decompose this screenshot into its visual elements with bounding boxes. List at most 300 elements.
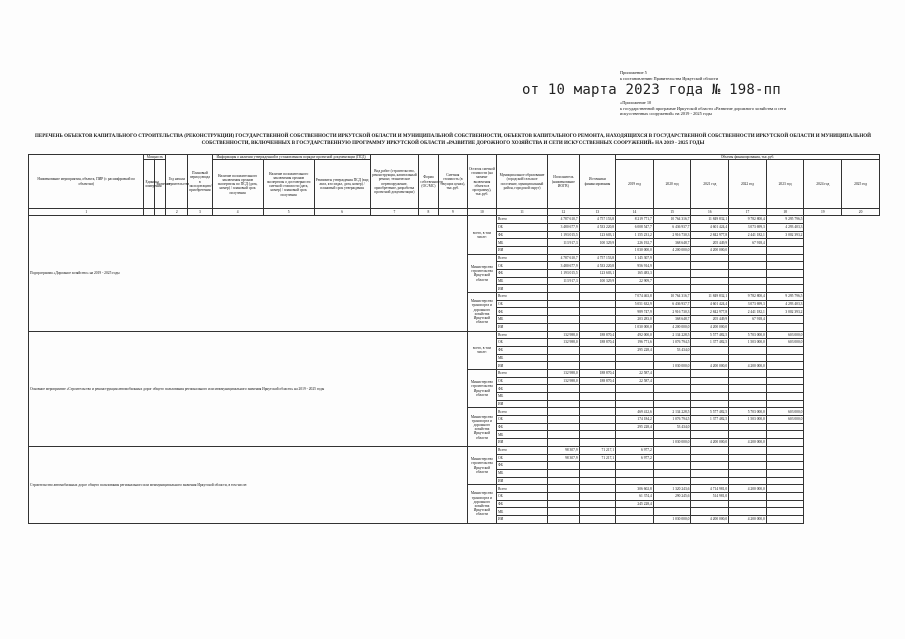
amount-cell — [729, 393, 767, 401]
amount-cell — [691, 270, 729, 278]
amount-cell: 2 134 228,5 — [653, 331, 691, 339]
amount-cell — [691, 285, 729, 293]
amount-cell — [766, 508, 804, 516]
column-number-row — [29, 209, 880, 216]
amount-cell: 132 988,0 — [548, 339, 580, 347]
amount-cell: 1 377 482,5 — [691, 416, 729, 424]
appendix-line: к государственной программе Иркутской области «Развитие дорожного хозяйства и сети — [620, 105, 787, 111]
source-cell: ОБ — [497, 262, 548, 270]
amount-cell — [766, 500, 804, 508]
resolution-date: от 10 марта 2023 года № 198-пп — [522, 82, 781, 98]
table-body — [29, 216, 880, 524]
amount-cell — [579, 385, 615, 393]
col-approval-details: Реквизиты утверждения ПСД (вид акта, кто издал, дата, номер) / плановый срок утверждения — [314, 160, 370, 209]
amount-cell: 603 000,0 — [766, 331, 804, 339]
amount-cell: 4 787 610,7 — [548, 254, 580, 262]
source-cell: ИИ — [497, 477, 548, 485]
amount-cell — [653, 285, 691, 293]
amount-cell — [691, 446, 729, 454]
amount-cell: 6 977,2 — [616, 446, 654, 454]
amount-cell: 53 434,0 — [653, 423, 691, 431]
amount-cell: 4 200 000,0 — [729, 439, 767, 447]
amount-cell — [691, 385, 729, 393]
column-number: 3 — [188, 209, 212, 216]
column-number: 7 — [370, 209, 419, 216]
executor-cell: Министерство строительства Иркутской области — [467, 369, 496, 407]
amount-cell — [766, 462, 804, 470]
amount-cell: 1 503 000,0 — [729, 416, 767, 424]
table-row — [29, 331, 880, 339]
amount-cell — [729, 469, 767, 477]
amount-cell — [579, 492, 615, 500]
source-cell: МБ — [497, 469, 548, 477]
source-cell: Всего — [497, 408, 548, 416]
column-number: 1 — [29, 209, 144, 216]
column-number: 13 — [579, 209, 615, 216]
amount-cell — [653, 431, 691, 439]
amount-cell: 5 577 482,5 — [691, 331, 729, 339]
appendix-line: Приложение 5 — [620, 70, 647, 75]
amount-cell — [766, 393, 804, 401]
amount-cell — [653, 262, 691, 270]
col-year-2023: 2023 год — [766, 160, 804, 209]
amount-cell — [548, 346, 580, 354]
amount-cell — [579, 500, 615, 508]
table-wrapper — [28, 154, 880, 574]
source-cell: Всего — [497, 485, 548, 493]
amount-cell: 9 782 800,4 — [729, 216, 767, 224]
col-capacity: Мощность — [144, 155, 166, 160]
amount-cell: 98 307,9 — [548, 446, 580, 454]
col-year-2022: 2022 год — [729, 160, 767, 209]
column-number: 20 — [842, 209, 880, 216]
amount-cell — [579, 293, 615, 301]
column-number — [144, 209, 155, 216]
amount-cell — [766, 277, 804, 285]
source-cell: МБ — [497, 316, 548, 324]
amount-cell: 4 601 424,4 — [691, 223, 729, 231]
amount-cell: 4 757 153,8 — [579, 254, 615, 262]
section-name: Подпрограмма «Дорожное хозяйство» на 2019 - 2025 годы — [29, 216, 468, 331]
amount-cell: 22 909,7 — [616, 277, 654, 285]
amount-cell: 196 771,6 — [616, 339, 654, 347]
amount-cell: 123 603,1 — [579, 231, 615, 239]
amount-cell: 2 916 730,3 — [653, 231, 691, 239]
col-ownership: Форма собственности (ОС/МС) — [419, 155, 438, 209]
source-cell: МБ — [497, 239, 548, 247]
amount-cell: 3 073 699,3 — [729, 223, 767, 231]
executor-cell: Министерство транспорта и дорожного хозяйства Иркутской области — [467, 485, 496, 523]
amount-cell — [548, 500, 580, 508]
amount-cell: 3 480 677,9 — [548, 262, 580, 270]
source-cell: ИИ — [497, 285, 548, 293]
source-cell: ИИ — [497, 362, 548, 370]
amount-cell: 245 228,4 — [616, 500, 654, 508]
source-cell: МБ — [497, 354, 548, 362]
amount-cell — [691, 469, 729, 477]
column-number: 12 — [548, 209, 580, 216]
amount-cell — [691, 346, 729, 354]
col-year-2019: 2019 год — [616, 160, 654, 209]
amount-cell — [729, 377, 767, 385]
amount-cell — [691, 277, 729, 285]
amount-cell: 71 217,1 — [579, 454, 615, 462]
amount-cell: 67 918,4 — [729, 239, 767, 247]
amount-cell — [548, 431, 580, 439]
amount-cell — [766, 239, 804, 247]
amount-cell: 188 870,4 — [579, 331, 615, 339]
amount-cell: 3 002 393,2 — [766, 231, 804, 239]
amount-cell — [579, 477, 615, 485]
amount-cell: 203 283,0 — [616, 316, 654, 324]
amount-cell — [766, 369, 804, 377]
amount-cell — [548, 408, 580, 416]
amount-cell — [729, 423, 767, 431]
amount-cell — [616, 462, 654, 470]
col-work-type: Вид работ (строительство, реконструкция, капитальный ремонт, техническое перевооружение, приобретение, разработка проектной документации) — [370, 155, 419, 209]
amount-cell — [616, 285, 654, 293]
source-cell: Всего — [497, 446, 548, 454]
amount-cell: 5 051 632,9 — [616, 300, 654, 308]
column-number: 19 — [804, 209, 842, 216]
amount-cell — [616, 508, 654, 516]
amount-cell: 8 219 771,7 — [616, 216, 654, 224]
table-row — [29, 216, 880, 224]
source-cell: ОБ — [497, 223, 548, 231]
amount-cell — [548, 362, 580, 370]
amount-cell — [729, 254, 767, 262]
amount-cell — [729, 385, 767, 393]
amount-cell — [729, 492, 767, 500]
amount-cell — [548, 308, 580, 316]
source-cell: ИИ — [497, 516, 548, 524]
amount-cell — [579, 439, 615, 447]
amount-cell — [653, 469, 691, 477]
amount-cell — [766, 385, 804, 393]
amount-cell: 295 228,4 — [616, 423, 654, 431]
amount-cell: 5 703 000,0 — [729, 331, 767, 339]
amount-cell: 1 030 000,0 — [616, 246, 654, 254]
amount-cell: 4 200 000,0 — [691, 516, 729, 524]
amount-cell — [766, 454, 804, 462]
executor-cell: Министерство строительства Иркутской области — [467, 446, 496, 484]
appendix-line: к постановлению Правительства Иркутской области — [620, 75, 719, 81]
source-cell: ОБ — [497, 416, 548, 424]
amount-cell: 4 757 153,8 — [579, 216, 615, 224]
column-number — [155, 209, 166, 216]
amount-cell — [766, 262, 804, 270]
amount-cell — [766, 246, 804, 254]
amount-cell — [653, 446, 691, 454]
amount-cell — [548, 400, 580, 408]
amount-cell — [729, 323, 767, 331]
amount-cell: 1 503 000,0 — [729, 339, 767, 347]
source-cell: ИИ — [497, 400, 548, 408]
amount-cell — [729, 400, 767, 408]
amount-cell: 2 441 182,1 — [729, 231, 767, 239]
amount-cell — [729, 270, 767, 278]
amount-cell — [653, 385, 691, 393]
col-year-2021: 2021 год — [691, 160, 729, 209]
amount-cell — [729, 277, 767, 285]
amount-cell — [766, 316, 804, 324]
amount-cell — [616, 469, 654, 477]
amount-cell — [548, 285, 580, 293]
amount-cell — [729, 285, 767, 293]
amount-cell — [579, 308, 615, 316]
source-cell: МБ — [497, 431, 548, 439]
source-cell: ФБ — [497, 270, 548, 278]
amount-cell — [653, 400, 691, 408]
column-number: 14 — [616, 209, 654, 216]
amount-cell — [579, 423, 615, 431]
amount-cell — [653, 254, 691, 262]
amount-cell — [616, 400, 654, 408]
source-cell: Всего — [497, 369, 548, 377]
amount-cell: 226 192,7 — [616, 239, 654, 247]
col-value: Значение — [155, 160, 166, 209]
column-number: 11 — [497, 209, 548, 216]
amount-cell: 205 449,9 — [691, 239, 729, 247]
amount-cell — [616, 439, 654, 447]
amount-cell: 1 076 794,5 — [653, 416, 691, 424]
amount-cell: 4 200 000,0 — [691, 323, 729, 331]
amount-cell — [548, 516, 580, 524]
amount-cell — [729, 500, 767, 508]
amount-cell — [729, 354, 767, 362]
amount-cell — [616, 362, 654, 370]
amount-cell: 492 000,0 — [616, 331, 654, 339]
executor-cell: Министерство строительства Иркутской области — [467, 254, 496, 292]
amount-cell — [548, 508, 580, 516]
amount-cell — [691, 423, 729, 431]
col-remaining-cost: Остаток сметной стоимости (на момент включения объекта в программу), тыс.руб. — [467, 155, 496, 209]
amount-cell — [548, 469, 580, 477]
amount-cell: 9 295 796,5 — [766, 216, 804, 224]
amount-cell: 61 374,4 — [616, 492, 654, 500]
amount-cell: 113 917,3 — [548, 239, 580, 247]
amount-cell — [691, 400, 729, 408]
amount-cell: 514 981,0 — [691, 492, 729, 500]
source-cell: ОБ — [497, 377, 548, 385]
amount-cell — [548, 485, 580, 493]
column-number: 5 — [263, 209, 314, 216]
amount-cell — [729, 246, 767, 254]
amount-cell: 4 787 610,7 — [548, 216, 580, 224]
source-cell: ФБ — [497, 500, 548, 508]
amount-cell: 4 200 000,0 — [691, 362, 729, 370]
amount-cell — [579, 246, 615, 254]
amount-cell: 295 228,4 — [616, 346, 654, 354]
amount-cell — [579, 400, 615, 408]
amount-cell: 4 200 000,0 — [691, 246, 729, 254]
amount-cell — [691, 254, 729, 262]
amount-cell: 1 145 307,9 — [616, 254, 654, 262]
amount-cell: 603 000,0 — [766, 408, 804, 416]
amount-cell: 22 587,4 — [616, 377, 654, 385]
source-cell: ОБ — [497, 492, 548, 500]
amount-cell: 603 000,0 — [766, 416, 804, 424]
amount-cell: 1 030 000,0 — [653, 439, 691, 447]
amount-cell: 3 002 393,2 — [766, 308, 804, 316]
amount-cell — [579, 346, 615, 354]
amount-cell — [579, 416, 615, 424]
source-cell: ФБ — [497, 385, 548, 393]
amount-cell — [653, 462, 691, 470]
amount-cell — [616, 354, 654, 362]
amount-cell — [548, 492, 580, 500]
source-cell: Всего — [497, 331, 548, 339]
amount-cell: 132 988,0 — [548, 377, 580, 385]
amount-cell: 290 245,6 — [653, 492, 691, 500]
col-name: Наименование мероприятия, объекта, ПИР (с расшифровкой по объектам) — [29, 155, 144, 209]
amount-cell: 100 329,9 — [579, 277, 615, 285]
executor-cell: Министерство транспорта и дорожного хозяйства Иркутской области — [467, 408, 496, 446]
amount-cell: 306 602,8 — [616, 485, 654, 493]
amount-cell — [548, 385, 580, 393]
section-name: Строительство автомобильных дорог общего пользования регионального или межмуниципального значения Иркутской области, в том числе: — [29, 446, 468, 523]
amount-cell — [766, 346, 804, 354]
amount-cell — [653, 500, 691, 508]
source-cell: ФБ — [497, 346, 548, 354]
amount-cell — [548, 439, 580, 447]
source-cell: МБ — [497, 277, 548, 285]
amount-cell — [548, 316, 580, 324]
col-approved-docs: Информация о наличии утвержденной в установленном порядке проектной документации (ПСД) — [212, 155, 370, 160]
amount-cell — [548, 393, 580, 401]
amount-cell — [766, 492, 804, 500]
amount-cell — [766, 270, 804, 278]
col-year-2025: 2025 год — [842, 160, 880, 209]
amount-cell — [766, 285, 804, 293]
amount-cell: 603 000,0 — [766, 339, 804, 347]
column-number: 10 — [467, 209, 496, 216]
amount-cell — [766, 362, 804, 370]
amount-cell: 956 914,9 — [616, 262, 654, 270]
amount-cell — [653, 477, 691, 485]
amount-cell — [579, 354, 615, 362]
amount-cell: 2 916 730,3 — [653, 308, 691, 316]
amount-cell: 1 030 000,0 — [616, 323, 654, 331]
amount-cell: 1 030 000,0 — [653, 362, 691, 370]
col-estimated-cost: Сметная стоимость (в текущих ценах), тыс.руб. — [438, 155, 467, 209]
amount-cell: 2 441 182,1 — [729, 308, 767, 316]
amount-cell — [548, 293, 580, 301]
amount-cell: 1 076 794,5 — [653, 339, 691, 347]
amount-cell: 7 074 463,8 — [616, 293, 654, 301]
executor-cell: всего, в том числе: — [467, 331, 496, 369]
section-name: Основное мероприятие «Строительство и реконструкция автомобильных дорог общего пользования регионального или межмуниципального значения Иркутской области» на 2019 - 2025 годы — [29, 331, 468, 446]
amount-cell — [653, 454, 691, 462]
appendix-line: искусственных сооружений» на 2019 - 2025 годы — [620, 111, 712, 117]
amount-cell — [653, 393, 691, 401]
amount-cell — [579, 469, 615, 477]
amount-cell: 188 870,4 — [579, 369, 615, 377]
amount-cell: 2 134 228,5 — [653, 408, 691, 416]
col-year-2020: 2020 год — [653, 160, 691, 209]
col-unit: Единица измерения — [144, 160, 155, 209]
amount-cell: 6 977,2 — [616, 454, 654, 462]
amount-cell: 1 320 243,6 — [653, 485, 691, 493]
amount-cell — [766, 354, 804, 362]
amount-cell — [729, 346, 767, 354]
col-start-year: Год начала строительства — [166, 155, 188, 209]
amount-cell — [579, 431, 615, 439]
table-header — [29, 155, 880, 216]
amount-cell — [616, 477, 654, 485]
amount-cell: 368 648,7 — [653, 316, 691, 324]
amount-cell: 11 849 832,1 — [691, 293, 729, 301]
column-number: 4 — [212, 209, 263, 216]
amount-cell: 4 200 000,0 — [729, 516, 767, 524]
amount-cell — [579, 316, 615, 324]
amount-cell — [766, 254, 804, 262]
amount-cell: 113 917,3 — [548, 277, 580, 285]
amount-cell: 4 200 000,0 — [691, 439, 729, 447]
source-cell: ИИ — [497, 323, 548, 331]
amount-cell: 10 764 316,7 — [653, 293, 691, 301]
amount-cell — [548, 246, 580, 254]
amount-cell: 4 200 000,0 — [729, 485, 767, 493]
amount-cell — [766, 323, 804, 331]
amount-cell: 11 849 832,1 — [691, 216, 729, 224]
amount-cell: 4 200 000,0 — [653, 323, 691, 331]
amount-cell — [616, 393, 654, 401]
amount-cell — [579, 323, 615, 331]
source-cell: ОБ — [497, 300, 548, 308]
amount-cell — [579, 485, 615, 493]
amount-cell: 9 782 800,4 — [729, 293, 767, 301]
amount-cell — [691, 377, 729, 385]
amount-cell — [691, 354, 729, 362]
amount-cell: 53 434,0 — [653, 346, 691, 354]
amount-cell — [691, 454, 729, 462]
document-title: ПЕРЕЧЕНЬ ОБЪЕКТОВ КАПИТАЛЬНОГО СТРОИТЕЛЬСТВА (РЕКОНСТРУКЦИИ) ГОСУДАРСТВЕННОЙ СОБСТВЕННОСТИ ИРКУТСКОЙ ОБЛАСТИ И МУНИЦИПАЛЬНОЙ СОБСТВЕННОСТИ, ОБЪЕКТОВ КАПИТАЛЬНОГО РЕМОНТА, НАХОДЯЩИХСЯ В ГОСУДАРСТВЕННОЙ СОБСТВЕННОСТИ ИРКУТСКОЙ ОБЛАСТИ И МУНИЦИПАЛЬНОЙ СОБСТВЕННОСТИ, ВКЛЮЧЕННЫХ В ГОСУДАРСТВЕННУЮ ПРОГРАММУ ИРКУТСКОЙ ОБЛАСТИ «РАЗВИТИЕ ДОРОЖНОГО ХОЗЯЙСТВА И СЕТИ ИСКУССТВЕННЫХ СООРУЖЕНИЙ» НА 2019 - 2025 ГОДЫ — [35, 134, 871, 146]
column-number: 17 — [729, 209, 767, 216]
source-cell: ОБ — [497, 339, 548, 347]
col-financing: Объемы финансирования, тыс.руб. — [616, 155, 880, 160]
amount-cell: 174 184,2 — [616, 416, 654, 424]
col-sources: Источники финансирования — [579, 155, 615, 209]
amount-cell — [548, 416, 580, 424]
source-cell: ИИ — [497, 246, 548, 254]
executor-cell: Министерство транспорта и дорожного хозяйства Иркутской области — [467, 293, 496, 331]
col-planned-period: Плановый период ввода в эксплуатацию/приобретения — [188, 155, 212, 209]
amount-cell — [729, 446, 767, 454]
column-number: 16 — [691, 209, 729, 216]
appendix-program-note — [620, 100, 850, 117]
amount-cell — [691, 393, 729, 401]
amount-cell: 4 293 403,3 — [766, 300, 804, 308]
amount-cell: 5 703 000,0 — [729, 408, 767, 416]
amount-cell: 4 533 220,8 — [579, 262, 615, 270]
source-cell: ФБ — [497, 423, 548, 431]
amount-cell — [653, 369, 691, 377]
amount-cell — [616, 516, 654, 524]
column-number: 15 — [653, 209, 691, 216]
amount-cell: 1 155 231,2 — [616, 231, 654, 239]
appendix-note — [620, 70, 820, 81]
source-cell: МБ — [497, 508, 548, 516]
amount-cell — [766, 446, 804, 454]
amount-cell — [766, 516, 804, 524]
amount-cell: 6 008 547,7 — [616, 223, 654, 231]
amount-cell — [653, 508, 691, 516]
amount-cell — [579, 516, 615, 524]
source-cell: ФБ — [497, 462, 548, 470]
amount-cell: 132 988,0 — [548, 331, 580, 339]
amount-cell: 1 193 015,5 — [548, 231, 580, 239]
